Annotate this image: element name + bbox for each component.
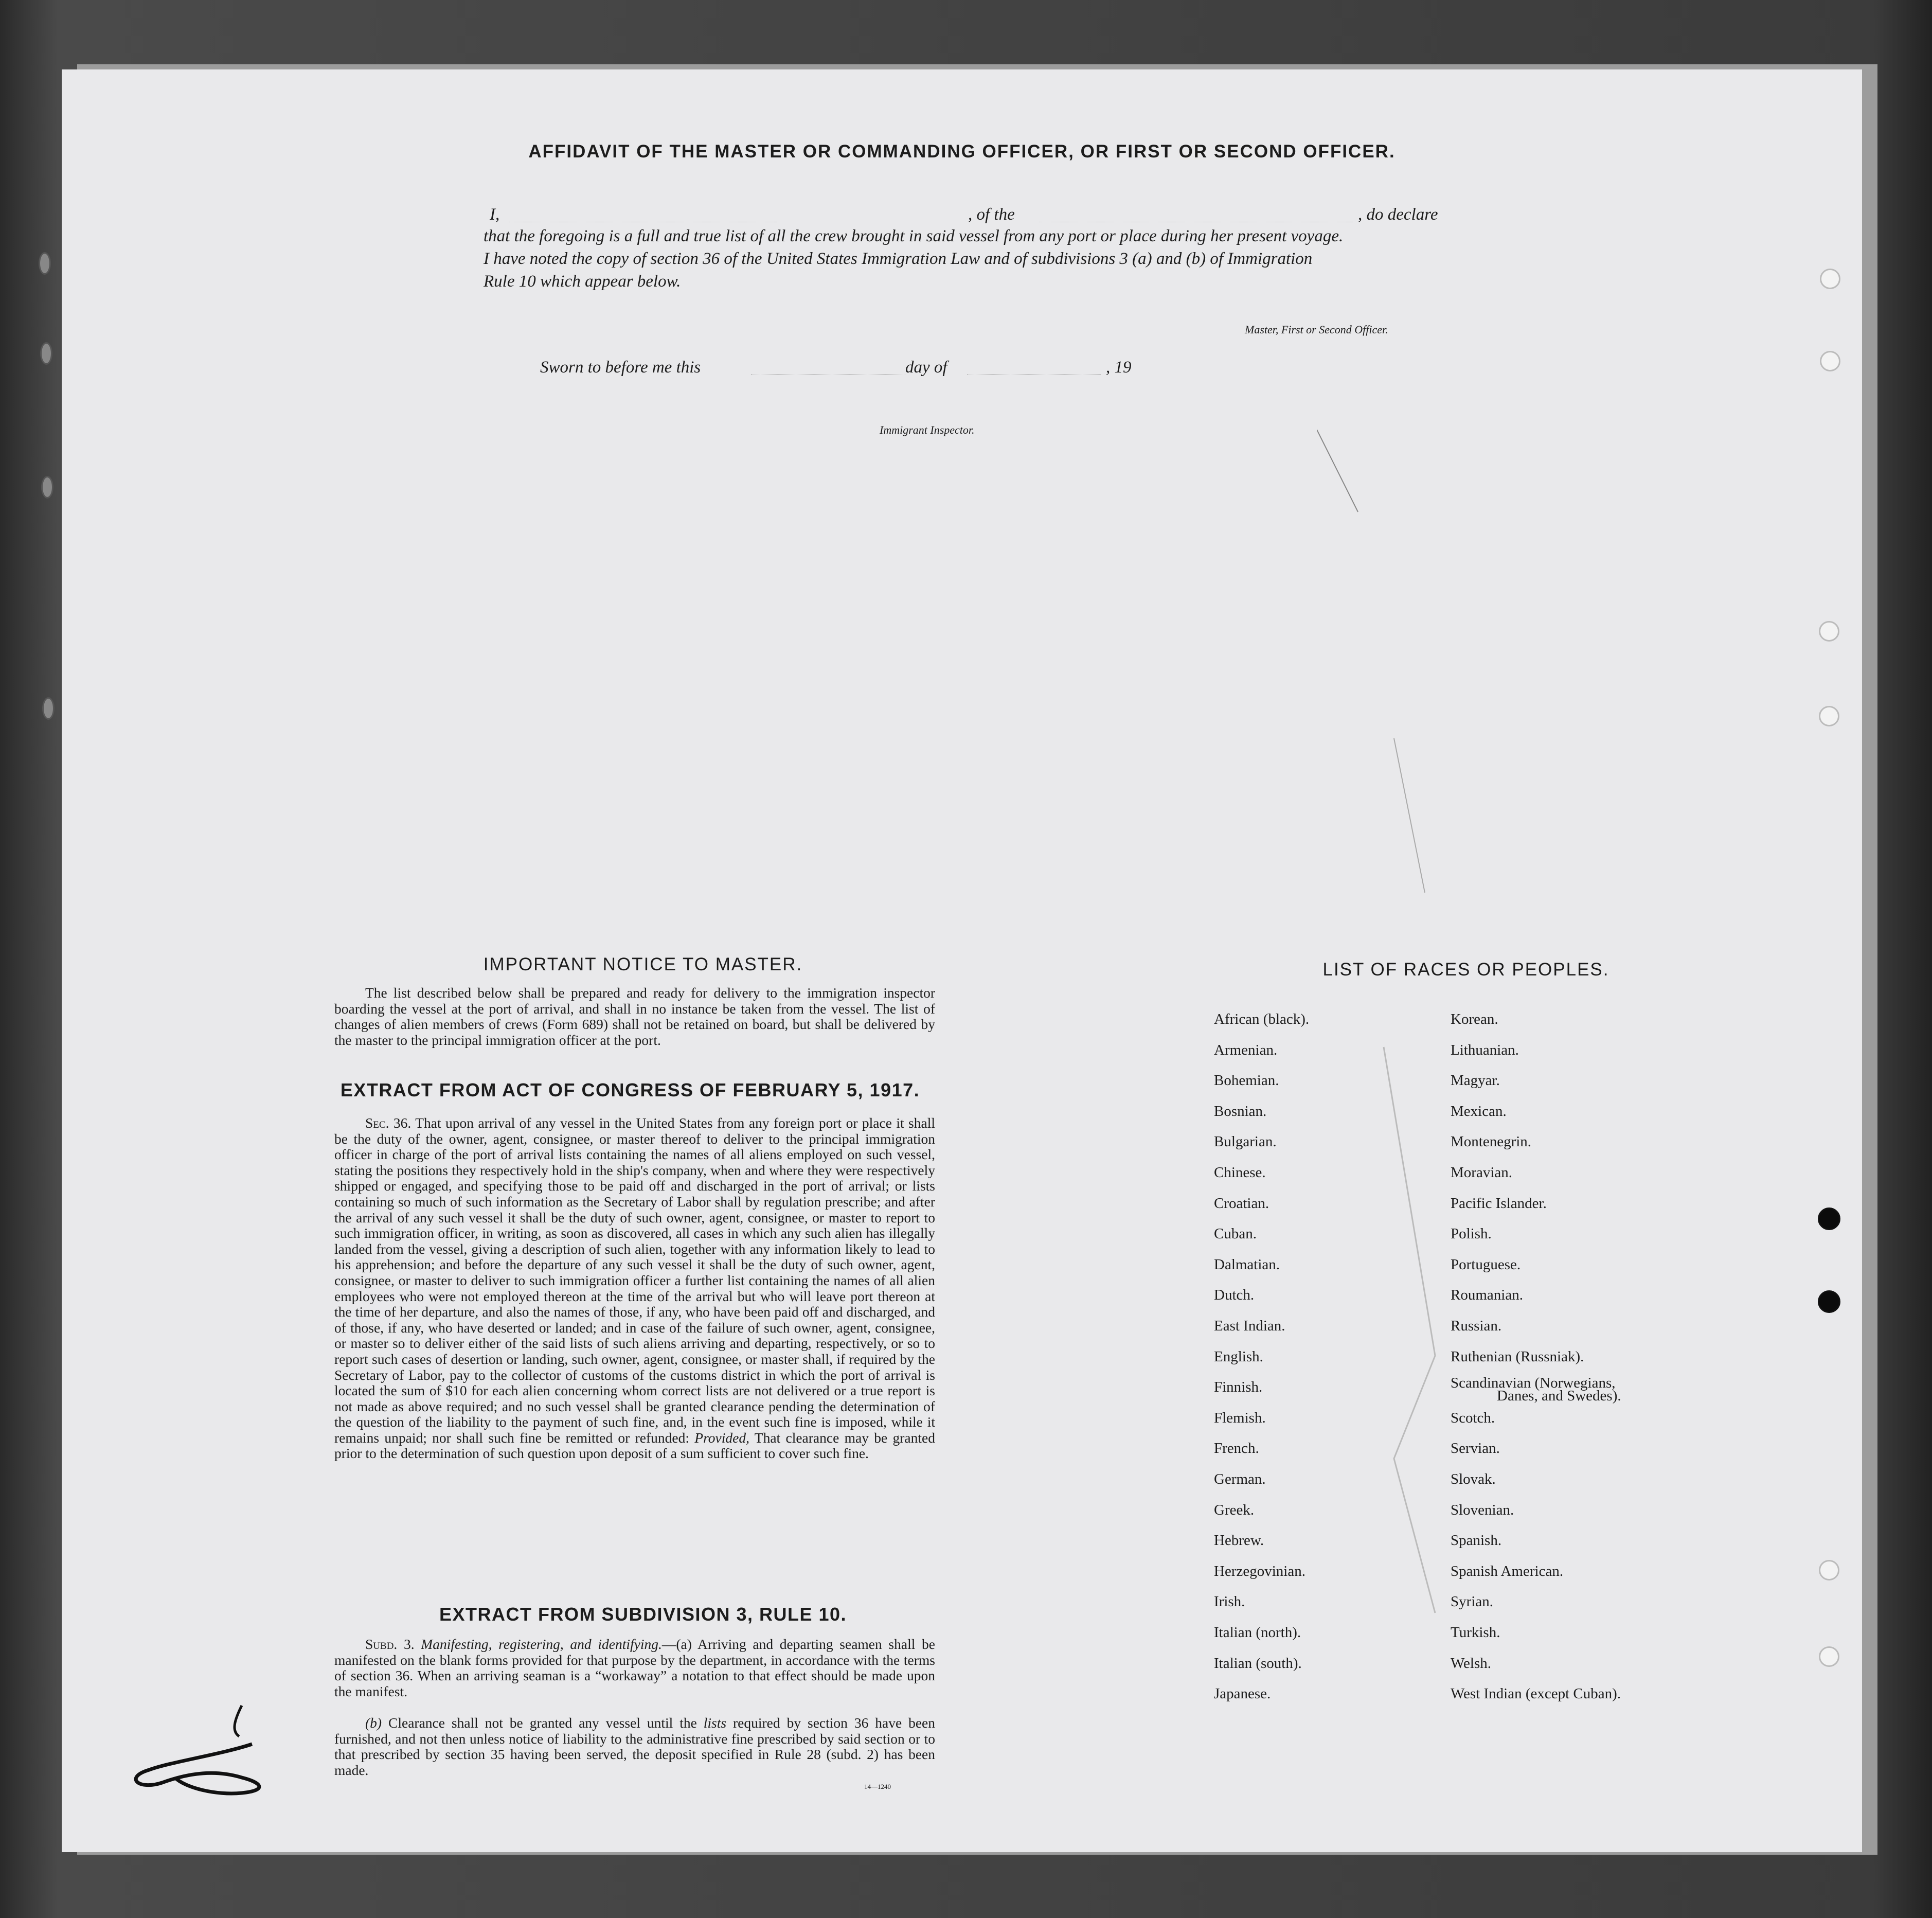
punch-hole: [1819, 1560, 1839, 1580]
notice-title: IMPORTANT NOTICE TO MASTER.: [483, 954, 803, 974]
race-item: Mexican.: [1451, 1103, 1507, 1120]
affidavit-i: I,: [490, 205, 500, 224]
affidavit-line-2: that the foregoing is a full and true list of all the crew brought in said vessel from any port or place during her present voyage.: [484, 227, 1344, 245]
race-scandinavian-continued: Danes, and Swedes).: [1497, 1388, 1621, 1404]
punch-hole: [1820, 351, 1840, 371]
act-extract-title: EXTRACT FROM ACT OF CONGRESS OF FEBRUARY 5, 1917.: [340, 1079, 920, 1100]
race-item: Slovenian.: [1451, 1502, 1514, 1518]
race-item: Roumanian.: [1451, 1287, 1523, 1303]
binder-ring: [42, 697, 55, 720]
race-item: Chinese.: [1214, 1164, 1266, 1181]
race-item: Japanese.: [1214, 1685, 1271, 1702]
race-item: German.: [1214, 1471, 1266, 1487]
pencil-mark: [1317, 430, 1523, 1664]
race-item: African (black).: [1214, 1011, 1310, 1027]
race-item: Servian.: [1451, 1440, 1500, 1457]
rule-extract-para-b: [334, 1715, 935, 1778]
race-item: Dutch.: [1214, 1287, 1255, 1303]
race-item: Croatian.: [1214, 1195, 1269, 1212]
binder-ring: [40, 342, 52, 365]
affidavit-of-the: , of the: [968, 205, 1015, 224]
para-b-text-2: required by section 36 have been furnished, and not then unless notice of liability to the administrative fine prescribed by said section or to that prescribed by section 35 having been served, the deposit specified in Rule 28 (subd. 2) has been made.: [334, 1715, 936, 1778]
day-of-text: day of: [905, 358, 947, 377]
sworn-text: Sworn to before me this: [540, 358, 701, 377]
binder-ring: [39, 252, 51, 275]
race-item: English.: [1214, 1348, 1263, 1365]
affidavit-title: AFFIDAVIT OF THE MASTER OR COMMANDING OFFICER, OR FIRST OR SECOND OFFICER.: [528, 141, 1396, 162]
handwritten-number: [113, 1700, 288, 1798]
para-b-text-1: Clearance shall not be granted any vessel until the: [388, 1715, 697, 1731]
race-item: Irish.: [1214, 1593, 1245, 1610]
race-item: Spanish.: [1451, 1532, 1502, 1549]
race-item: West Indian (except Cuban).: [1451, 1685, 1621, 1702]
race-item: Slovak.: [1451, 1471, 1496, 1487]
race-item: Bulgarian.: [1214, 1133, 1277, 1150]
para-b-lists: lists: [703, 1715, 727, 1731]
punch-hole-dark: [1818, 1207, 1840, 1230]
race-item: Armenian.: [1214, 1042, 1278, 1058]
affidavit-line-3: I have noted the copy of section 36 of the United States Immigration Law and of subdivisions 3 (a) and (b) of Immigration: [484, 250, 1313, 268]
section-36-body: That upon arrival of any vessel in the United States from any foreign port or place it shall be the duty of the owner, agent, consignee, or master thereof to deliver to the principal immigration officer in charge of the port of arrival lists containing the names of all aliens employed on such vessel, stating the positions they respectively hold in the ship's company, when and where they were respectively shipped or engaged, and specifying those to be paid off and discharged in the port of arrival; or lists containing so much of such information as the Secretary of Labor shall by regulation prescribe; and after the arrival of any such vessel it shall be the duty of such owner, agent, consignee, or master to report to such immigration officer, in writing, as soon as discovered, all cases in which any such alien has illegally landed from the vessel, giving a description of such alien, together with any information likely to lead to his apprehension; and before the departure of any such vessel it shall be the duty of such owner, agent, consignee, or master to deliver to such immigration officer a further list containing the names of all alien employees who were not employed thereon at the time of the arrival but who will leave port thereon at the time of her departure, and also the names of those, if any, who have been paid off and discharged, and of those, if any, who have deserted or landed; and in case of the failure of such owner, agent, consignee, or master so to deliver either of the said lists of such aliens arriving and departing, respectively, or so to report such cases of desertion or landing, such owner, agent, consignee, or master shall, if required by the Secretary of Labor, pay to the collector of customs of the customs district in which the port of arrival is located the sum of $10 for each alien concerning whom correct lists are not delivered or a true report is not made as above required; and no such vessel shall be granted clearance pending the determination of the question of the liability to the payment of such fine, and, in the event such fine is imposed, while it remains unpaid; nor shall such fine be remitted or refunded:: [334, 1115, 935, 1446]
race-item: Italian (north).: [1214, 1624, 1301, 1641]
race-item: East Indian.: [1214, 1318, 1285, 1334]
rule-extract-title: EXTRACT FROM SUBDIVISION 3, RULE 10.: [439, 1604, 847, 1625]
inspector-signature-label: Immigrant Inspector.: [880, 423, 975, 436]
punch-hole: [1819, 706, 1839, 726]
race-item: Cuban.: [1214, 1226, 1257, 1242]
race-item: Flemish.: [1214, 1410, 1266, 1426]
binder-ring: [41, 476, 53, 499]
master-signature-label: Master, First or Second Officer.: [1245, 323, 1388, 336]
race-item: Polish.: [1451, 1226, 1492, 1242]
race-item: Dalmatian.: [1214, 1256, 1280, 1273]
notice-text: The list described below shall be prepared and ready for delivery to the immigration inspector boarding the vessel at the port of arrival, and shall in no instance be taken from the vessel. The list of changes of alien members of crews (Form 689) shall not be retained on board, but shall be delivered by the master to the principal immigration officer at the port.: [334, 985, 935, 1048]
race-item: Montenegrin.: [1451, 1133, 1532, 1150]
race-item: Herzegovinian.: [1214, 1563, 1305, 1579]
section-label: Sec. 36.: [365, 1115, 412, 1131]
race-item: Syrian.: [1451, 1593, 1493, 1610]
race-item: Portuguese.: [1451, 1256, 1521, 1273]
race-item: Turkish.: [1451, 1624, 1500, 1641]
races-title: LIST OF RACES OR PEOPLES.: [1322, 960, 1609, 980]
race-item: Italian (south).: [1214, 1655, 1302, 1672]
affidavit-line-4: Rule 10 which appear below.: [484, 272, 681, 291]
para-b-label: (b): [365, 1715, 382, 1731]
race-item: French.: [1214, 1440, 1259, 1457]
race-item: Russian.: [1451, 1318, 1502, 1334]
race-item: Bosnian.: [1214, 1103, 1267, 1120]
para-a-text: —(a) Arriving and departing seamen shall be manifested on the blank forms provided for that purpose by the department, in accordance with the terms of section 36. When an arriving seaman is a “workaway” a notation to that effect should be made upon the manifest.: [334, 1636, 936, 1699]
race-item: Finnish.: [1214, 1379, 1263, 1395]
race-item: Ruthenian (Russniak).: [1451, 1348, 1584, 1365]
sworn-day-line: [751, 374, 905, 375]
subd-label: Subd. 3.: [365, 1636, 415, 1652]
race-item: Welsh.: [1451, 1655, 1492, 1672]
race-item: Lithuanian.: [1451, 1042, 1519, 1058]
race-item: Korean.: [1451, 1011, 1498, 1027]
punch-hole: [1819, 621, 1839, 642]
race-item: Bohemian.: [1214, 1072, 1279, 1089]
race-item: Magyar.: [1451, 1072, 1500, 1089]
document-page: [62, 69, 1862, 1852]
affidavit-do-declare: , do declare: [1358, 205, 1438, 224]
act-extract-text: [334, 1115, 935, 1462]
race-item: Pacific Islander.: [1451, 1195, 1547, 1212]
provided-word: Provided,: [694, 1429, 749, 1446]
sworn-month-line: [967, 374, 1101, 375]
race-item: Hebrew.: [1214, 1532, 1264, 1549]
punch-hole-dark: [1818, 1290, 1840, 1313]
race-item: Scandinavian (Norwegians,: [1451, 1375, 1616, 1391]
section-36-end: That clearance may be granted prior to the determination of such question upon deposit of a sum sufficient to cover such fine.: [334, 1429, 935, 1462]
race-item: Moravian.: [1451, 1164, 1512, 1181]
year-text: , 19: [1106, 358, 1132, 377]
race-item: Greek.: [1214, 1502, 1255, 1518]
race-item: Scotch.: [1451, 1410, 1495, 1426]
form-number: 14—1240: [864, 1783, 891, 1790]
race-item: Spanish American.: [1451, 1563, 1564, 1579]
punch-hole: [1819, 1646, 1839, 1667]
rule-extract-para-a: [334, 1637, 935, 1699]
punch-hole: [1820, 269, 1840, 289]
subd-heading: Manifesting, registering, and identifying.: [421, 1636, 662, 1652]
